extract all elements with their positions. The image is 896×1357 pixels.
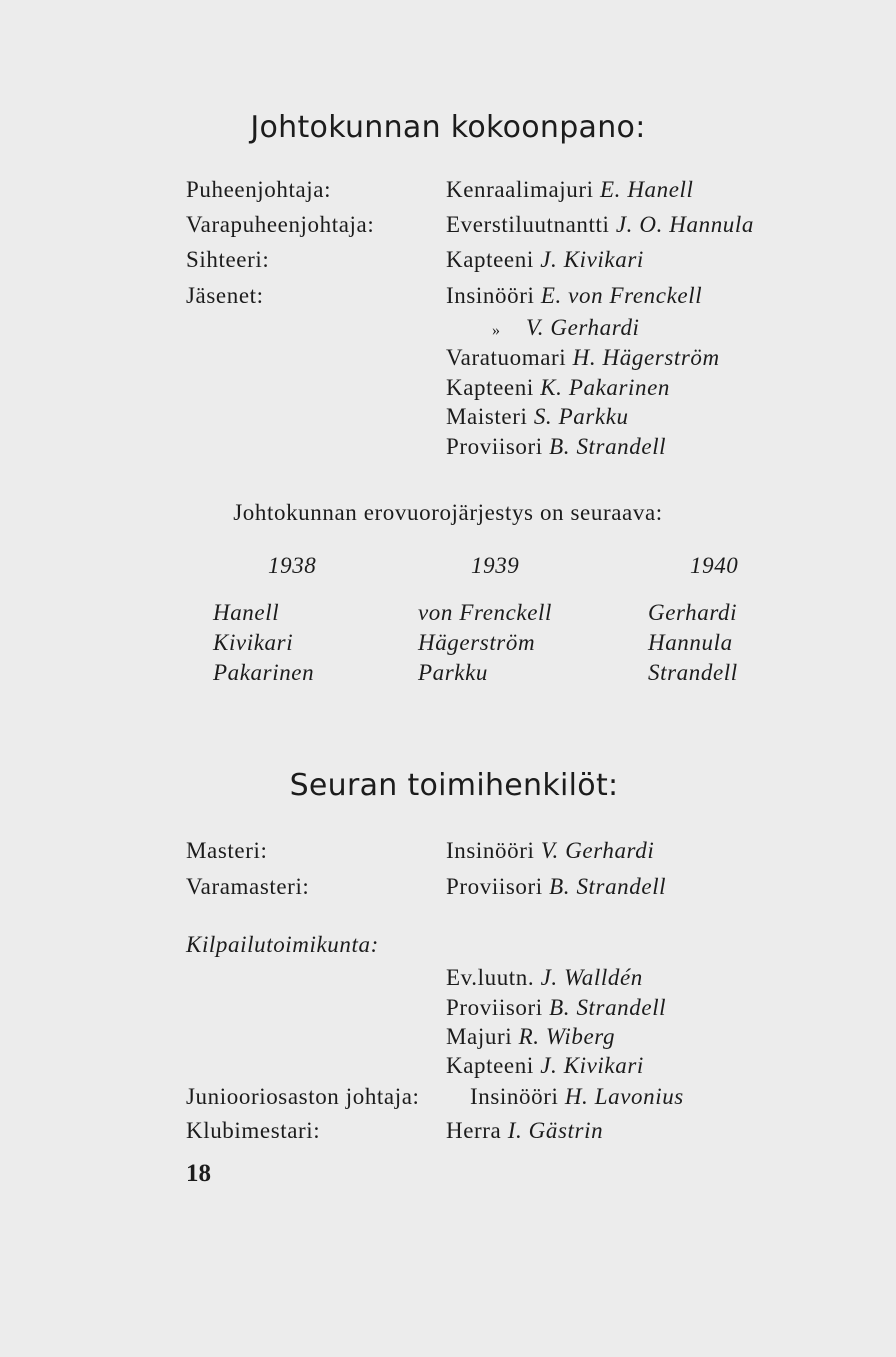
role-label: Puheenjohtaja: <box>186 177 332 202</box>
rotation-name: Hanell <box>213 600 280 625</box>
person <box>446 1024 615 1050</box>
person-name: J. O. Hannula <box>615 212 754 237</box>
board-row <box>0 315 896 349</box>
board-row <box>0 434 896 468</box>
board-heading: Johtokunnan kokoonpano: <box>250 110 646 145</box>
role-label: Juniooriosaston johtaja: <box>186 1084 420 1109</box>
board-row <box>0 345 896 379</box>
person-title: Kenraalimajuri <box>446 177 594 202</box>
person-name: B. Strandell <box>549 434 667 459</box>
person-name: H. Hägerström <box>572 345 720 370</box>
person-title: Proviisori <box>446 874 543 899</box>
person <box>446 1053 644 1079</box>
person-title: Insinööri <box>446 838 535 863</box>
role-label: Varamasteri: <box>186 874 310 899</box>
person <box>446 177 694 203</box>
person-title: Kapteeni <box>446 1053 534 1078</box>
person-title: Ev.luutn. <box>446 965 535 990</box>
rotation-name: Hannula <box>648 630 733 655</box>
ditto-mark: » <box>492 322 501 339</box>
person-name: R. Wiberg <box>518 1024 616 1049</box>
person <box>446 434 666 460</box>
person-name: B. Strandell <box>549 874 667 899</box>
committee-row <box>0 965 896 999</box>
person-name: J. Kivikari <box>540 1053 644 1078</box>
person-title: Insinööri <box>446 283 535 308</box>
person-name: I. Gästrin <box>507 1118 604 1143</box>
person <box>446 247 644 273</box>
committee-label: Kilpailutoimikunta: <box>186 932 379 957</box>
committee-label-row <box>0 932 896 966</box>
board-row <box>0 404 896 438</box>
person-name: H. Lavonius <box>564 1084 684 1109</box>
role-label: Jäsenet: <box>186 283 264 308</box>
board-row <box>0 247 896 281</box>
person <box>446 874 666 900</box>
person-name: J. Kivikari <box>540 247 644 272</box>
year-header: 1939 <box>471 553 520 578</box>
person-title: Proviisori <box>446 995 543 1020</box>
officer-row <box>0 838 896 872</box>
person <box>470 1084 684 1110</box>
role-label: Sihteeri: <box>186 247 270 272</box>
rotation-name: Parkku <box>418 660 489 685</box>
person-title: Kapteeni <box>446 247 534 272</box>
person <box>446 345 720 371</box>
person-title: Majuri <box>446 1024 513 1049</box>
person-name: J. Walldén <box>540 965 643 990</box>
page-number: 18 <box>186 1160 211 1187</box>
person-title: Insinööri <box>470 1084 559 1109</box>
rotation-name: Strandell <box>648 660 738 685</box>
person-title: Herra <box>446 1118 502 1143</box>
person-name: B. Strandell <box>549 995 667 1020</box>
person <box>446 283 702 309</box>
year-header: 1938 <box>268 553 317 578</box>
person <box>446 1118 603 1144</box>
person <box>446 838 654 864</box>
person-name: K. Pakarinen <box>540 375 671 400</box>
role-label: Varapuheenjohtaja: <box>186 212 375 237</box>
person-name: E. Hanell <box>599 177 694 202</box>
role-label: Masteri: <box>186 838 268 863</box>
board-row <box>0 177 896 211</box>
person-name: V. Gerhardi <box>540 838 655 863</box>
person <box>446 965 643 991</box>
person <box>446 404 629 430</box>
person-title: Kapteeni <box>446 375 534 400</box>
person-title: Everstiluutnantti <box>446 212 610 237</box>
person-title: Varatuomari <box>446 345 567 370</box>
role-label: Klubimestari: <box>186 1118 321 1143</box>
person-name: E. von Frenckell <box>540 283 703 308</box>
person <box>446 212 754 238</box>
officers-heading: Seuran toimihenkilöt: <box>289 768 619 803</box>
rotation-sentence: Johtokunnan erovuorojärjestys on seuraava: <box>233 500 663 525</box>
board-row <box>0 283 896 317</box>
person-name: V. Gerhardi <box>526 315 640 340</box>
officer-row <box>0 1084 896 1118</box>
person <box>446 995 666 1021</box>
person-name: S. Parkku <box>533 404 629 429</box>
person <box>446 375 670 401</box>
rotation-name: Kivikari <box>213 630 294 655</box>
rotation-name: Pakarinen <box>213 660 315 685</box>
person-title: Maisteri <box>446 404 528 429</box>
year-header: 1940 <box>690 553 739 578</box>
officer-row <box>0 874 896 908</box>
board-row <box>0 212 896 246</box>
person-title: Proviisori <box>446 434 543 459</box>
officer-row <box>0 1118 896 1152</box>
person <box>492 315 640 341</box>
rotation-name: von Frenckell <box>418 600 553 625</box>
rotation-name: Hägerström <box>418 630 536 655</box>
committee-row <box>0 1053 896 1087</box>
rotation-name: Gerhardi <box>648 600 738 625</box>
